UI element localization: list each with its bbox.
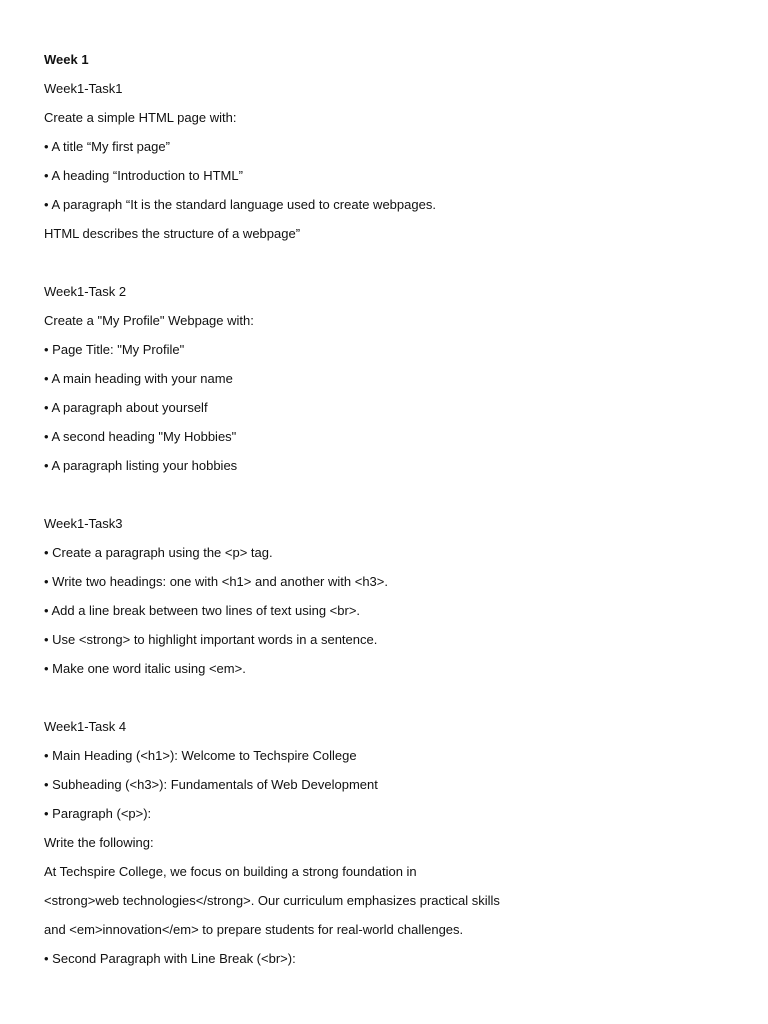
task-title: Week1-Task1: [44, 81, 123, 96]
bullet-line: • A main heading with your name: [44, 371, 233, 386]
bullet-line: • A paragraph about yourself: [44, 400, 208, 415]
bullet-line: • A title “My first page”: [44, 139, 170, 154]
text-line: Create a "My Profile" Webpage with:: [44, 313, 254, 328]
document-page: [44, 45, 744, 973]
bullet-line: • A second heading "My Hobbies": [44, 429, 237, 444]
bullet-line: • Create a paragraph using the <p> tag.: [44, 545, 273, 560]
bullet-line: • A paragraph “It is the standard language used to create webpages.: [44, 197, 436, 212]
bullet-line: • Page Title: "My Profile": [44, 342, 185, 357]
bullet-line: • Main Heading (<h1>): Welcome to Techspire College: [44, 748, 357, 763]
task-title: Week1-Task3: [44, 516, 123, 531]
text-line: Create a simple HTML page with:: [44, 110, 237, 125]
bullet-line: • Paragraph (<p>):: [44, 806, 152, 821]
task-title: Week1-Task 4: [44, 719, 127, 734]
text-line: At Techspire College, we focus on building a strong foundation in: [44, 864, 417, 879]
text-line: <strong>web technologies</strong>. Our curriculum emphasizes practical skills: [44, 893, 500, 908]
bullet-line: • Write two headings: one with <h1> and another with <h3>.: [44, 574, 388, 589]
bullet-line: • Use <strong> to highlight important words in a sentence.: [44, 632, 378, 647]
blank-line: [44, 683, 744, 712]
text-line: and <em>innovation</em> to prepare students for real-world challenges.: [44, 922, 464, 937]
bullet-line: • Subheading (<h3>): Fundamentals of Web Development: [44, 777, 378, 792]
text-line: Write the following:: [44, 835, 154, 850]
task-title: Week1-Task 2: [44, 284, 127, 299]
blank-line: [44, 480, 744, 509]
bullet-line: • A paragraph listing your hobbies: [44, 458, 238, 473]
bullet-line: • Add a line break between two lines of text using <br>.: [44, 603, 361, 618]
bullet-line: • Make one word italic using <em>.: [44, 661, 246, 676]
bullet-line: • A heading “Introduction to HTML”: [44, 168, 243, 183]
blank-line: [44, 248, 744, 277]
bullet-line: • Second Paragraph with Line Break (<br>):: [44, 951, 296, 966]
page-heading: Week 1: [44, 52, 89, 67]
text-line: HTML describes the structure of a webpage”: [44, 226, 301, 241]
